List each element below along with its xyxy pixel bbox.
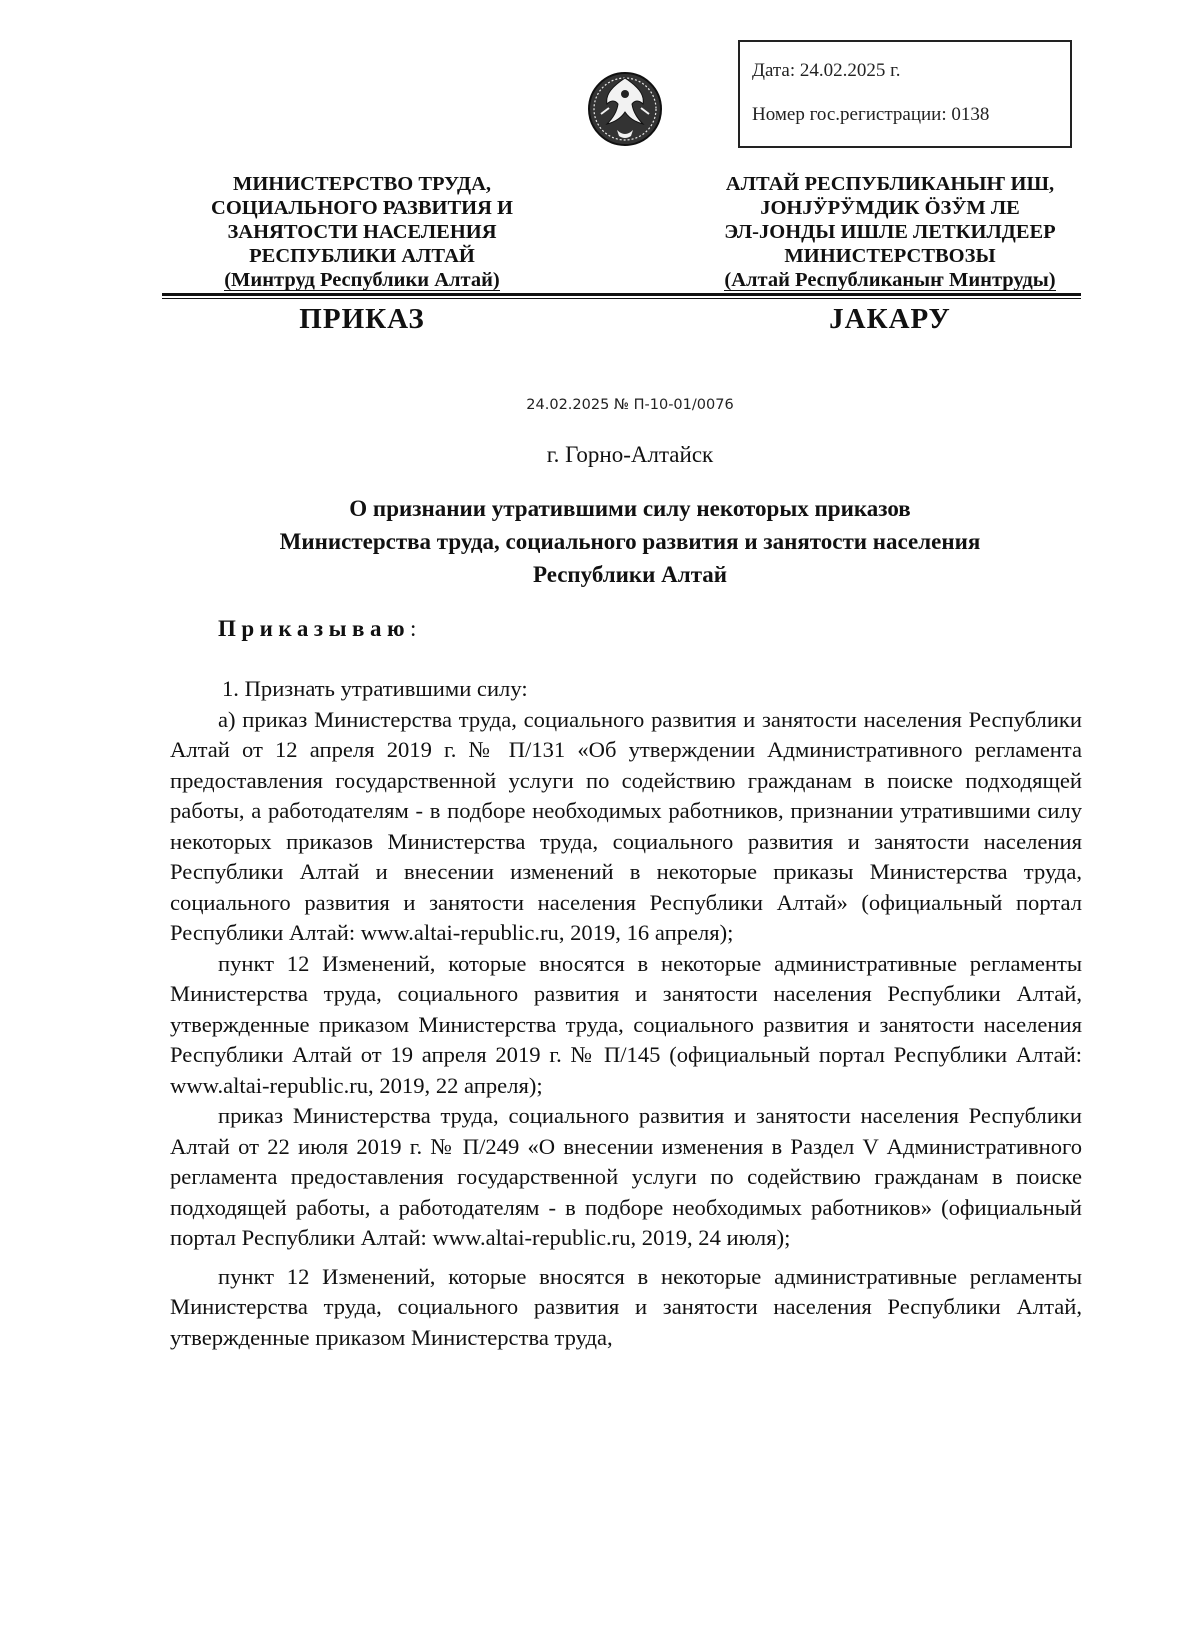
body-paragraph: пункт 12 Изменений, которые вносятся в некоторые административные регламенты Министерства труда, социального развития и занятости населения Республики Алтай, утвержденные приказом Министерства труда, социального развития и занятости населения Республики Алтай от 19 апреля 2019 г. № П/145 (официальный портал Республики Алтай: www.altai-republic.ru, 2019, 22 апреля); xyxy=(170,950,1082,1098)
document-title-line: О признании утратившими силу некоторых приказов xyxy=(349,496,911,521)
ministry-header-russian xyxy=(162,172,562,292)
coat-of-arms-emblem xyxy=(587,64,663,154)
document-title xyxy=(180,492,1080,591)
registration-number-label: Номер гос.регистрации xyxy=(752,104,942,125)
header-divider xyxy=(162,293,1081,296)
document-title-line: Республики Алтай xyxy=(532,562,728,587)
registration-number-value: : 0138 xyxy=(941,104,990,125)
ministry-name-line: МИНИСТЕРСТВОЗЫ xyxy=(784,245,996,267)
document-body xyxy=(170,674,1082,1353)
document-title-line: Министерства труда, социального развития и занятости населения xyxy=(279,529,981,554)
body-paragraph: 1. Признать утратившими силу: xyxy=(222,676,528,701)
header-divider-thin xyxy=(162,298,1081,299)
ordering-word: Приказываю xyxy=(218,616,411,641)
registration-number xyxy=(752,104,989,126)
order-title-altai: JАКАРУ xyxy=(829,303,951,335)
ministry-header-altai xyxy=(690,172,1090,292)
ministry-name-line: РЕСПУБЛИКИ АЛТАЙ xyxy=(249,245,475,267)
body-paragraph: приказ Министерства труда, социального развития и занятости населения Республики Алтай от 22 июля 2019 г. № П/249 «О внесении изменения в Раздел V Административного регламента предоставления государственной услуги по содействию гражданам в поиске подходящей работы, а работодателям - в подборе необходимых работников» (официальный портал Республики Алтай: www.altai-republic.ru, 2019, 24 июля); xyxy=(170,1103,1082,1250)
registration-box xyxy=(738,40,1072,148)
registration-date xyxy=(752,60,901,82)
ministry-name-line: АЛТАЙ РЕСПУБЛИКАНЫҤ ИШ, xyxy=(725,173,1055,195)
ministry-short-name: (Алтай Республиканыҥ Минтруды) xyxy=(724,269,1056,291)
order-title-russian: ПРИКАЗ xyxy=(299,303,425,335)
ministry-short-name: (Минтруд Республики Алтай) xyxy=(224,269,500,291)
ministry-name-line: МИНИСТЕРСТВО ТРУДА, xyxy=(232,173,492,195)
registration-date-value: : 24.02.2025 г. xyxy=(789,60,901,81)
ministry-name-line: ЗАНЯТОСТИ НАСЕЛЕНИЯ xyxy=(227,221,497,243)
body-paragraph: пункт 12 Изменений, которые вносятся в некоторые административные регламенты Министерства труда, социального развития и занятости населения Республики Алтай, утвержденные приказом Министерства труда, xyxy=(170,1263,1082,1350)
ordering-phrase xyxy=(218,616,416,642)
ordering-colon: : xyxy=(410,616,417,641)
order-number: 24.02.2025 № П-10-01/0076 xyxy=(526,397,734,413)
city: г. Горно-Алтайск xyxy=(546,442,714,467)
ministry-name-line: JОНJӰРӰМДИК ÖЗӰМ ЛЕ xyxy=(760,197,1020,219)
ministry-name-line: СОЦИАЛЬНОГО РАЗВИТИЯ И xyxy=(211,197,513,219)
registration-date-label: Дата xyxy=(752,60,790,81)
ministry-name-line: ЭЛ-JОНДЫ ИШЛЕ ЛЕТКИЛДЕЕР xyxy=(724,221,1056,243)
body-paragraph: а) приказ Министерства труда, социального развития и занятости населения Республики Алтай от 12 апреля 2019 г. № П/131 «Об утверждении Административного регламента предоставления государственной услуги по содействию гражданам в поиске подходящей работы, а работодателям - в подборе необходимых работников, признании утратившими силу некоторых приказов Министерства труда, социального развития и занятости населения Республики Алтай и внесении изменений в некоторые приказы Министерства труда, социального развития и занятости населения Республики Алтай» (официальный портал Республики Алтай: www.altai-republic.ru, 2019, 16 апреля); xyxy=(170,706,1082,945)
